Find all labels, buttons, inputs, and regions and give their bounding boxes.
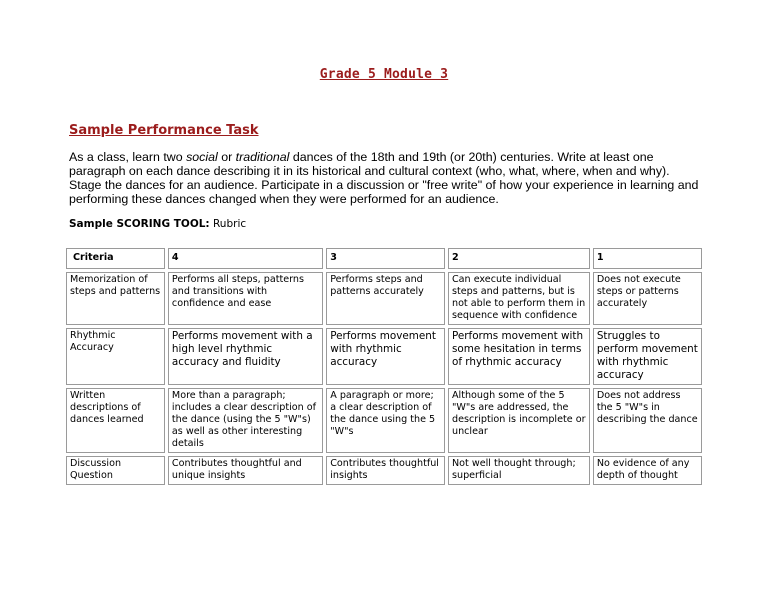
scoring-tool-line [69, 218, 246, 230]
row-criterion: Rhythmic Accuracy [66, 328, 165, 385]
row-criterion: Discussion Question [66, 456, 165, 485]
cell-score-4: Performs all steps, patterns and transitions with confidence and ease [168, 272, 323, 325]
task-word-traditional: traditional [235, 150, 290, 164]
cell-score-1: Does not address the 5 "W"s in describing the dance [593, 388, 702, 453]
cell-score-2: Performs movement with some hesitation in terms of rhythmic accuracy [448, 328, 590, 385]
header-score-4: 4 [168, 248, 323, 269]
table-row [66, 272, 702, 325]
table-row [66, 328, 702, 385]
task-intro: As a class, learn two [69, 150, 187, 164]
cell-score-1: No evidence of any depth of thought [593, 456, 702, 485]
cell-score-3: Contributes thoughtful insights [326, 456, 445, 485]
row-criterion: Written descriptions of dances learned [66, 388, 165, 453]
header-score-2: 2 [448, 248, 590, 269]
cell-score-4: Performs movement with a high level rhythmic accuracy and fluidity [168, 328, 323, 385]
task-word-social: social [186, 150, 218, 164]
header-criteria: Criteria [66, 248, 165, 269]
cell-score-2: Not well thought through; superficial [448, 456, 590, 485]
rubric-header-row [66, 248, 702, 269]
scoring-tool-value: Rubric [209, 218, 247, 230]
table-row [66, 388, 702, 453]
cell-score-3: Performs steps and patterns accurately [326, 272, 445, 325]
task-mid: or [217, 150, 236, 164]
cell-score-2: Can execute individual steps and patterns, but is not able to perform them in sequence with confidence [448, 272, 590, 325]
scoring-tool-label: Sample SCORING TOOL: [69, 218, 210, 230]
task-body: dances of the 18th and 19th (or 20th) centuries. Write at least one paragraph on each dance describing it in its historical and cultural context (who, what, where, when and why). Stage the dances for an audience. Participate in a discussion or "free write" of how your experience in learning and performing these dances changed when they were performed for an audience. [69, 150, 699, 206]
page-title [0, 67, 768, 82]
cell-score-4: Contributes thoughtful and unique insights [168, 456, 323, 485]
header-score-3: 3 [326, 248, 445, 269]
cell-score-3: A paragraph or more; a clear description of the dance using the 5 "W"s [326, 388, 445, 453]
table-row [66, 456, 702, 485]
header-score-1: 1 [593, 248, 702, 269]
cell-score-3: Performs movement with rhythmic accuracy [326, 328, 445, 385]
section-heading: Sample Performance Task [69, 123, 259, 138]
cell-score-4: More than a paragraph; includes a clear description of the dance (using the 5 "W"s) as well as other interesting details [168, 388, 323, 453]
cell-score-1: Does not execute steps or patterns accurately [593, 272, 702, 325]
cell-score-2: Although some of the 5 "W"s are addressed, the description is incomplete or unclear [448, 388, 590, 453]
page-title-text: Grade 5 Module 3 [319, 67, 449, 82]
rubric-table [63, 245, 705, 488]
cell-score-1: Struggles to perform movement with rhythmic accuracy [593, 328, 702, 385]
row-criterion: Memorization of steps and patterns [66, 272, 165, 325]
task-description [69, 150, 705, 206]
